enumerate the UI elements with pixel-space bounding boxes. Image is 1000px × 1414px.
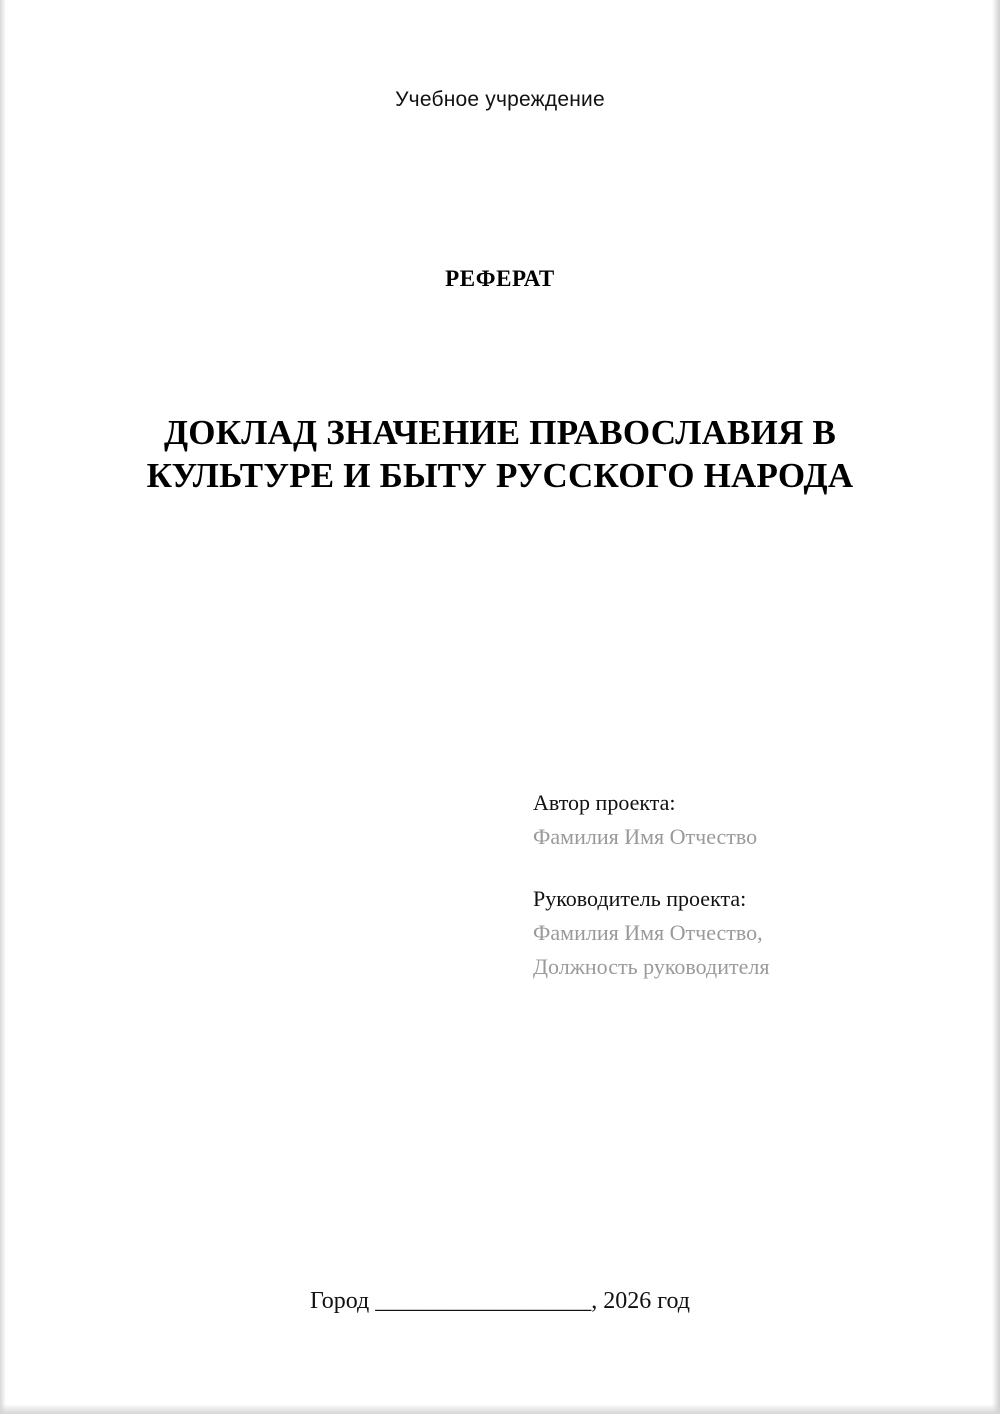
page-title: ДОКЛАД ЗНАЧЕНИЕ ПРАВОСЛАВИЯ В КУЛЬТУРЕ И БЫТУ РУССКОГО НАРОДА bbox=[146, 413, 854, 495]
author-value: Фамилия Имя Отчество bbox=[533, 824, 758, 850]
city-year-footer: Город __________________, 2026 год bbox=[309, 1288, 691, 1314]
document-type: РЕФЕРАТ bbox=[445, 266, 555, 291]
supervisor-block bbox=[533, 882, 933, 984]
supervisor-label: Руководитель проекта: bbox=[533, 886, 747, 912]
supervisor-value-line-2: Должность руководителя bbox=[533, 954, 770, 980]
credits-block bbox=[533, 786, 933, 1012]
supervisor-value-line-1: Фамилия Имя Отчество, bbox=[533, 920, 763, 946]
page-edge-shadow-bottom bbox=[0, 1404, 1000, 1414]
page-edge-shadow-left bbox=[0, 0, 6, 1414]
page-edge-shadow-right bbox=[992, 0, 1000, 1414]
institution-name: Учебное учреждение bbox=[395, 88, 605, 111]
author-block bbox=[533, 786, 933, 854]
author-label: Автор проекта: bbox=[533, 790, 676, 815]
